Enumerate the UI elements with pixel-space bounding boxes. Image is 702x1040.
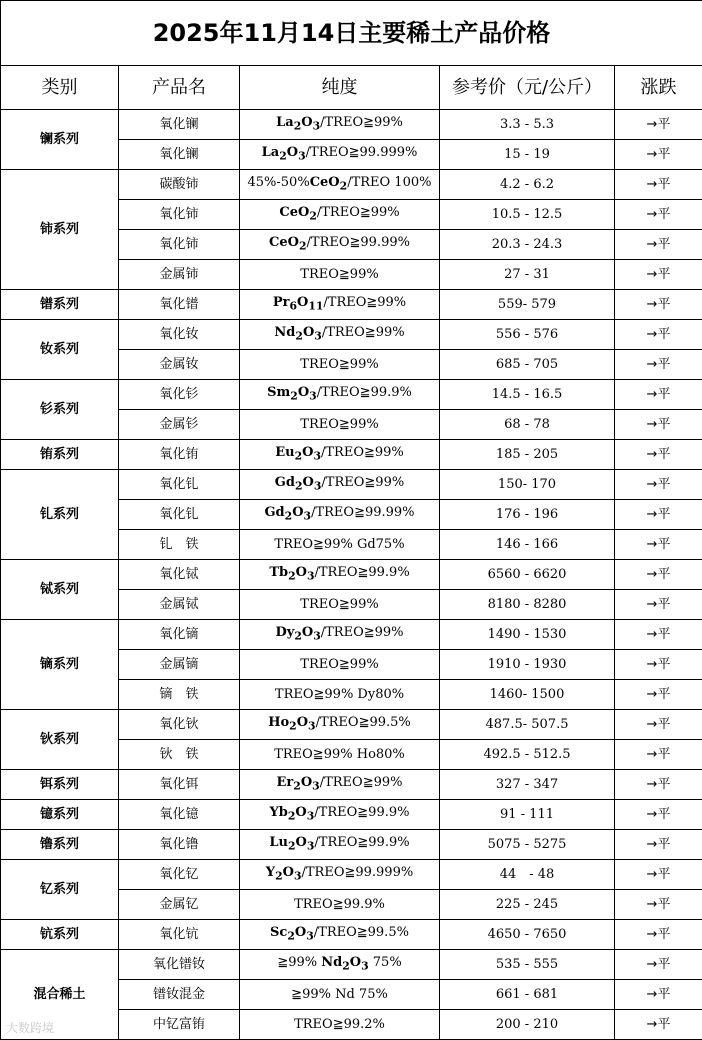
price-table-body <box>1 1 702 1040</box>
purity-cell: TREO≧99.9% <box>240 890 440 920</box>
change-cell: →平 <box>615 470 702 500</box>
product-cell: 氧化镨钕 <box>119 950 240 980</box>
product-cell: 氧化钕 <box>119 320 240 350</box>
table-row <box>1 380 702 410</box>
table-row <box>1 470 702 500</box>
purity-cell: $Sm_2O_3/TREO≧99.9\%$ <box>240 380 440 410</box>
table-row <box>1 920 702 950</box>
purity-cell: $La_2O_3/TREO≧99\%$ <box>240 110 440 140</box>
category-cell: 钆系列 <box>1 470 119 560</box>
product-cell: 氧化镨 <box>119 290 240 320</box>
product-cell: 氧化钐 <box>119 380 240 410</box>
purity-cell: TREO≧99% Dy80% <box>240 680 440 710</box>
purity-cell: TREO≧99% Ho80% <box>240 740 440 770</box>
header-category: 类别 <box>1 66 119 110</box>
purity-cell: $Nd_2O_3/TREO≧99\%$ <box>240 320 440 350</box>
price-cell: 487.5- 507.5 <box>440 710 615 740</box>
price-cell: 1910 - 1930 <box>440 650 615 680</box>
product-cell: 氧化铕 <box>119 440 240 470</box>
purity-cell: TREO≧99% Gd75% <box>240 530 440 560</box>
product-cell: 氧化铈 <box>119 230 240 260</box>
price-cell: 327 - 347 <box>440 770 615 800</box>
change-cell: →平 <box>615 770 702 800</box>
price-cell: 146 - 166 <box>440 530 615 560</box>
change-cell: →平 <box>615 620 702 650</box>
table-row <box>1 770 702 800</box>
header-product: 产品名 <box>119 66 240 110</box>
change-cell: →平 <box>615 350 702 380</box>
product-cell: 金属钕 <box>119 350 240 380</box>
purity-cell: $Lu_2O_3/TREO≧99.9\%$ <box>240 830 440 860</box>
table-row <box>1 620 702 650</box>
product-cell: 中钇富铕 <box>119 1010 240 1040</box>
purity-cell: $Yb_2O_3/TREO≧99.9\%$ <box>240 800 440 830</box>
price-cell: 14.5 - 16.5 <box>440 380 615 410</box>
change-cell: →平 <box>615 530 702 560</box>
table-row <box>1 830 702 860</box>
purity-cell: $Pr_6O_{11}/TREO≧99\%$ <box>240 290 440 320</box>
category-cell: 钪系列 <box>1 920 119 950</box>
product-cell: 金属钐 <box>119 410 240 440</box>
product-cell: 钬 铁 <box>119 740 240 770</box>
category-cell: 镱系列 <box>1 800 119 830</box>
price-cell: 176 - 196 <box>440 500 615 530</box>
price-cell: 556 - 576 <box>440 320 615 350</box>
price-cell: 4.2 - 6.2 <box>440 170 615 200</box>
category-cell: 镨系列 <box>1 290 119 320</box>
change-cell: →平 <box>615 680 702 710</box>
category-cell: 钕系列 <box>1 320 119 380</box>
change-cell: →平 <box>615 440 702 470</box>
category-cell: 镥系列 <box>1 830 119 860</box>
change-cell: →平 <box>615 230 702 260</box>
change-cell: →平 <box>615 920 702 950</box>
product-cell: 碳酸铈 <box>119 170 240 200</box>
change-cell: →平 <box>615 500 702 530</box>
purity-cell: TREO≧99% <box>240 650 440 680</box>
change-cell: →平 <box>615 650 702 680</box>
price-cell: 8180 - 8280 <box>440 590 615 620</box>
change-cell: →平 <box>615 140 702 170</box>
product-cell: 氧化钆 <box>119 500 240 530</box>
price-cell: 661 - 681 <box>440 980 615 1010</box>
purity-cell: $Y_2O_3/TREO≧99.999\%$ <box>240 860 440 890</box>
purity-cell: $Sc_2O_3/TREO≧99.5\%$ <box>240 920 440 950</box>
category-cell: 镧系列 <box>1 110 119 170</box>
change-cell: →平 <box>615 950 702 980</box>
product-cell: 金属铽 <box>119 590 240 620</box>
category-cell: 混合稀土 <box>1 950 119 1040</box>
product-cell: 氧化镥 <box>119 830 240 860</box>
table-row <box>1 110 702 140</box>
price-cell: 4650 - 7650 <box>440 920 615 950</box>
change-cell: →平 <box>615 320 702 350</box>
category-cell: 钇系列 <box>1 860 119 920</box>
purity-cell: CeO$_2$/TREO≧99% <box>240 200 440 230</box>
table-row <box>1 560 702 590</box>
product-cell: 氧化钪 <box>119 920 240 950</box>
change-cell: →平 <box>615 590 702 620</box>
purity-cell: TREO≧99% <box>240 260 440 290</box>
change-cell: →平 <box>615 290 702 320</box>
purity-cell: $Gd_2O_3/TREO≧99\%$ <box>240 470 440 500</box>
change-cell: →平 <box>615 410 702 440</box>
price-cell: 492.5 - 512.5 <box>440 740 615 770</box>
product-cell: 钆 铁 <box>119 530 240 560</box>
change-cell: →平 <box>615 980 702 1010</box>
category-cell: 铒系列 <box>1 770 119 800</box>
price-cell: 10.5 - 12.5 <box>440 200 615 230</box>
change-cell: →平 <box>615 710 702 740</box>
table-row <box>1 860 702 890</box>
product-cell: 氧化镝 <box>119 620 240 650</box>
title-row <box>1 1 702 66</box>
change-cell: →平 <box>615 260 702 290</box>
product-cell: 镨钕混金 <box>119 980 240 1010</box>
purity-cell: TREO≧99% <box>240 590 440 620</box>
header-change: 涨跌 <box>615 66 702 110</box>
price-cell: 3.3 - 5.3 <box>440 110 615 140</box>
purity-cell: 45%-50%CeO$_2$/TREO 100% <box>240 170 440 200</box>
change-cell: →平 <box>615 110 702 140</box>
price-cell: 200 - 210 <box>440 1010 615 1040</box>
table-title: 2025年11月14日主要稀土产品价格 <box>1 1 702 66</box>
change-cell: →平 <box>615 560 702 590</box>
purity-cell: ≧99% $Nd_2O_3$ 75% <box>240 950 440 980</box>
change-cell: →平 <box>615 200 702 230</box>
table-row <box>1 170 702 200</box>
price-cell: 559- 579 <box>440 290 615 320</box>
table-row <box>1 710 702 740</box>
purity-cell: TREO≧99% <box>240 410 440 440</box>
price-cell: 5075 - 5275 <box>440 830 615 860</box>
category-cell: 铽系列 <box>1 560 119 620</box>
purity-cell: $Eu_2O_3/TREO≧99\%$ <box>240 440 440 470</box>
header-row <box>1 66 702 110</box>
change-cell: →平 <box>615 860 702 890</box>
category-cell: 铕系列 <box>1 440 119 470</box>
price-cell: 685 - 705 <box>440 350 615 380</box>
price-cell: 20.3 - 24.3 <box>440 230 615 260</box>
purity-cell: $Dy_2O_3/TREO≧99\%$ <box>240 620 440 650</box>
change-cell: →平 <box>615 830 702 860</box>
table-row <box>1 320 702 350</box>
table-row <box>1 950 702 980</box>
purity-cell: TREO≧99.2% <box>240 1010 440 1040</box>
category-cell: 钐系列 <box>1 380 119 440</box>
category-cell: 铈系列 <box>1 170 119 290</box>
price-cell: 150- 170 <box>440 470 615 500</box>
product-cell: 金属镝 <box>119 650 240 680</box>
price-cell: 1490 - 1530 <box>440 620 615 650</box>
table-row <box>1 800 702 830</box>
change-cell: →平 <box>615 1010 702 1040</box>
purity-cell: $Gd_2O_3/TREO≧99.99\%$ <box>240 500 440 530</box>
product-cell: 金属钇 <box>119 890 240 920</box>
purity-cell: TREO≧99% <box>240 350 440 380</box>
product-cell: 氧化钬 <box>119 710 240 740</box>
table-row <box>1 440 702 470</box>
purity-cell: ≧99% Nd 75% <box>240 980 440 1010</box>
price-cell: 6560 - 6620 <box>440 560 615 590</box>
category-cell: 钬系列 <box>1 710 119 770</box>
product-cell: 金属铈 <box>119 260 240 290</box>
purity-cell: $Tb_2O_3/TREO≧99.9\%$ <box>240 560 440 590</box>
category-cell: 镝系列 <box>1 620 119 710</box>
price-cell: 225 - 245 <box>440 890 615 920</box>
purity-cell: CeO$_2$/TREO≧99.99% <box>240 230 440 260</box>
product-cell: 氧化镧 <box>119 140 240 170</box>
price-cell: 44 - 48 <box>440 860 615 890</box>
price-cell: 535 - 555 <box>440 950 615 980</box>
product-cell: 氧化铽 <box>119 560 240 590</box>
purity-cell: $Er_2O_3/TREO≧99\%$ <box>240 770 440 800</box>
price-cell: 68 - 78 <box>440 410 615 440</box>
change-cell: →平 <box>615 800 702 830</box>
product-cell: 氧化钇 <box>119 860 240 890</box>
watermark: 大数跨境 <box>6 1021 55 1035</box>
price-cell: 27 - 31 <box>440 260 615 290</box>
header-purity: 纯度 <box>240 66 440 110</box>
product-cell: 氧化钆 <box>119 470 240 500</box>
product-cell: 氧化镱 <box>119 800 240 830</box>
product-cell: 氧化镧 <box>119 110 240 140</box>
price-cell: 185 - 205 <box>440 440 615 470</box>
product-cell: 镝 铁 <box>119 680 240 710</box>
purity-cell: $Ho_2O_3/TREO≧99.5\%$ <box>240 710 440 740</box>
price-cell: 1460- 1500 <box>440 680 615 710</box>
price-cell: 15 - 19 <box>440 140 615 170</box>
change-cell: →平 <box>615 740 702 770</box>
product-cell: 氧化铒 <box>119 770 240 800</box>
table-row <box>1 290 702 320</box>
change-cell: →平 <box>615 170 702 200</box>
price-cell: 91 - 111 <box>440 800 615 830</box>
header-price: 参考价（元/公斤） <box>440 66 615 110</box>
change-cell: →平 <box>615 890 702 920</box>
product-cell: 氧化铈 <box>119 200 240 230</box>
change-cell: →平 <box>615 380 702 410</box>
purity-cell: $La_2O_3/TREO≧99.999\%$ <box>240 140 440 170</box>
